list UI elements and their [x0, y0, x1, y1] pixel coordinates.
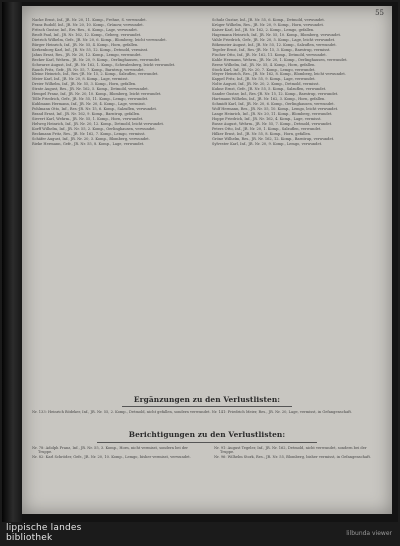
casualty-entry: Pohlmann Otto, Inf., Res.-JR. Nr. 15, 6. Komp., Salzuflen, verwundet. [32, 107, 158, 112]
casualty-entry: Meyer Heinrich, Res., JR. Nr. 162, 8. Komp., Blomberg, leicht verwundet. [212, 72, 346, 77]
casualty-entry: Fritsch Gustav, Inf., Ers.-Res., 6. Komp., Lage, verwundet. [32, 27, 138, 32]
casualty-entry: Bökemeier August, Inf., JR. Nr. 55, 12. Komp., Salzuflen, verwundet. [212, 42, 337, 47]
casualty-entry: Reese Wilhelm, Inf., JR. Nr. 55, 4. Komp., Horn, gefallen. [212, 62, 316, 67]
heading-divider [97, 442, 317, 443]
corrections-left-column [32, 446, 197, 460]
casualty-entry: Brodt Paul, Inf., JR. Nr. 162, 12. Komp., Geberg, verwundet. [32, 32, 142, 37]
heading-divider [122, 406, 292, 407]
correction-entry: Nr. 82: Karl Schröder, Gefr., JR. Nr. 20, 10. Komp., Lemgo, bisher vermisst, verwundet. [32, 455, 191, 460]
casualty-entry: Stock Karl, Inf., JR. Nr. 20, 7. Komp., Lemgo, verwundet. [212, 67, 316, 72]
casualty-entry: Schmidt Karl, Inf., JR. Nr. 20, 6. Komp., Oerlinghausen, verwundet. [212, 102, 335, 107]
logo-line-1: lippische landes [6, 523, 82, 533]
casualty-entry: Kappel Fritz, Inf., JR. Nr. 55, 9. Komp., Lage, verwundet. [212, 77, 316, 82]
page-number: 55 [375, 9, 384, 17]
casualty-entry: Fischer Otto, Inf., JR. Nr. 162, 11. Komp., Detmold, verwundet. [212, 52, 327, 57]
casualty-entry: Kleine Heinrich, Inf., Res.-JR. Nr. 15, 2. Komp., Salzuflen, verwundet. [32, 72, 159, 77]
casualty-entry: Sylvester Karl, Inf., JR. Nr. 20, 9. Komp., Lemgo, verwundet. [212, 141, 323, 146]
casualty-entry: Jahns Ernst, Res., JR. Nr. 20, 12. Komp., Lemgo, verwundet. [32, 52, 142, 57]
casualty-entry: Bürger Heinrich, Inf., JR. Nr. 55, 4. Komp., Horn, gefallen. [32, 42, 139, 47]
book-spine-edge [2, 2, 22, 522]
casualty-entry: Kuhne Ernst, Gefr., JR. Nr. 55, 5. Komp., Salzuflen, verwundet. [212, 87, 327, 92]
casualty-entry: Nacke Ernst, Inf., JR. Nr. 20, 11. Komp., Frehne, S. verwundet. [32, 18, 147, 22]
casualty-entry: Rieke Hermann, Gefr., JR. Nr. 55, 8. Komp., Lage, verwundet. [32, 141, 145, 146]
correction-entry: Nr. 96: Wilhelm Stork, Res., JR. Nr. 55, Blomberg, bisher vermisst, in Gefangenschaft. [214, 455, 372, 460]
casualty-entry: Peters Otto, Inf., JR. Nr. 20, 1. Komp., Salzuflen, verwundet. [212, 126, 322, 131]
scan-area [2, 2, 398, 522]
casualty-entry: Brand Ernst, Inf., JR. Nr. 162, 9. Komp., Barntrup, gefallen. [32, 112, 141, 117]
additions-note: Nr. 133: Heinrich Bödeker, Inf., JR. Nr. 55, 2. Komp., Detmold, nicht gefallen, sondern verwundet. Nr. 141: Friedrich Meier, Res., JR. Nr. 20, Lage, vermisst, in Gefangenschaft. [32, 410, 353, 414]
casualty-entry: Hilker Ernst, Inf., JR. Nr. 55, 8. Komp., Horn, gefallen. [212, 131, 312, 136]
casualty-entry: Rauch Fritz, Gefr., JR. Nr. 55, 7. Komp., Barntrup, verwundet. [32, 67, 145, 72]
casualty-entry: Vahle Friedrich, Gefr., JR. Nr. 20, 5. Komp., Lage, leicht verwundet. [212, 37, 336, 42]
document-page [22, 6, 392, 514]
casualty-entry: Tölle Friedrich, Gefr., JR. Nr. 55, 11. Komp., Lemgo, verwundet. [32, 97, 149, 102]
casualty-entry: Krüger Wilhelm, Res., JR. Nr. 20, 9. Komp., Horn, verwundet. [212, 22, 325, 27]
casualty-entry: Dreier Wilhelm, Inf., JR. Nr. 55, 3. Komp., Horn, gefallen. [32, 82, 137, 87]
casualty-entry: Hoppe Friedrich, Inf., JR. Nr. 162, 4. Komp., Lage, vermisst. [212, 117, 322, 122]
casualty-entry: Lange Heinrich, Inf., JR. Nr. 20, 11. Komp., Blomberg, verwundet. [212, 112, 333, 117]
casualty-entry: Hartmann Wilhelm, Inf., JR. Nr. 162, 3. Komp., Horn, gefallen. [212, 97, 326, 102]
casualty-entry: Dietrich Wilhelm, Gefr., JR. Nr. 20, 6. Komp., Blomberg, leicht verwundet. [32, 37, 167, 42]
viewer-footer [0, 522, 400, 546]
library-logo[interactable] [6, 524, 82, 543]
additions-heading: Ergänzungen zu den Verlustlisten: [133, 395, 281, 404]
casualty-entry: Hagemann Heinrich, Inf., JR. Nr. 55, 10. Komp., Blomberg, verwundet. [212, 32, 342, 37]
casualty-entry: Becker Karl, Wehrm., JR. Nr. 20, 9. Komp., Oerlinghausen, verwundet. [32, 57, 161, 62]
casualty-entry: Hempel Franz, Inf., JR. Nr. 20, 10. Komp., Blomberg, leicht verwundet. [32, 92, 162, 97]
casualty-entry: Schwarze August, Inf., JR. Nr. 162, 1. Komp., Schwalenberg, leicht verwundet. [32, 62, 176, 67]
logo-line-2: bibliothek [6, 533, 53, 543]
casualty-entry: Sievert Karl, Wehrm., JR. Nr. 55, 1. Komp., Horn, verwundet. [32, 117, 144, 122]
viewer-label: lilbunda viewer [346, 530, 392, 537]
casualty-entry: Meier Karl, Inf., JR. Nr. 20, 8. Komp., Lage, vermisst. [32, 77, 129, 82]
correction-entry: Nr. 91: August Tegeler, Inf., JR. Nr. 162, Detmold, nicht verwundet, sondern bei der Truppe. [214, 446, 367, 455]
casualty-entry: Busse August, Wehrm., JR. Nr. 55, 7. Komp., Detmold, verwundet. [212, 122, 333, 127]
casualty-entry: Wolf Hermann, Res., JR. Nr. 55, 10. Komp., Lemgo, leicht verwundet. [212, 107, 339, 112]
casualty-entry: Korff Wilhelm, Inf., JR. Nr. 55, 2. Komp., Oerlinghausen, verwundet. [32, 126, 156, 131]
casualty-entry: Kuhlmann Hermann, Inf., JR. Nr. 20, 4. Komp., Lage, vermisst. [32, 102, 146, 107]
casualty-entry: Schäfer August, Inf., JR. Nr. 20, 3. Komp., Blomberg, verwundet. [32, 136, 150, 141]
casualty-entry: Sander Gustav, Inf., Res.-JR. Nr. 15, 12. Komp., Barntrup, verwundet. [212, 92, 339, 97]
casualty-entry: Tegeler Ernst, Inf., Res.-JR. Nr. 15, 3. Komp., Barntrup, vermisst. [212, 47, 331, 52]
casualty-list-right-column [212, 18, 378, 147]
corrections-heading: Berichtigungen zu den Verlustlisten: [128, 430, 286, 439]
casualty-entry: Helweg Heinrich, Inf., JR. Nr. 20, 12. Komp., Detmold, leicht verwundet. [32, 122, 165, 127]
casualty-entry: Kaiser Karl, Inf., JR. Nr. 162, 2. Komp., Lemgo, gefallen. [212, 27, 315, 32]
correction-entry: Nr. 78: Adolph Franz, Inf., JR. Nr. 55, 3. Komp., Horn, nicht vermisst, sondern bei der Truppe. [32, 446, 188, 455]
casualty-entry: Schulz Gustav, Inf., JR. Nr. 55, 6. Komp., Detmold, verwundet. [212, 18, 326, 22]
casualty-entry: Gröne Wilhelm, Res., JR. Nr. 162, 12. Komp., Barntrup, verwundet. [212, 136, 335, 141]
casualty-entry: Kahle Hermann, Wehrm., JR. Nr. 20, 1. Komp., Oerlinghausen, verwundet. [212, 57, 348, 62]
casualty-entry: Nolte August, Inf., JR. Nr. 20, 2. Komp., Detmold, vermisst. [212, 82, 320, 87]
casualty-entry: Franz Rudolf, Inf., JR. Nr. 20, 10. Komp., Grünow, verwundet. [32, 22, 144, 27]
corrections-right-column [214, 446, 379, 460]
casualty-entry: Beckmann Fritz, Res., JR. Nr. 162, 7. Komp., Lemgo, vermisst. [32, 131, 146, 136]
casualty-entry: Kerkenborg Karl, Inf., JR. Nr. 55, 12. Komp., Detmold, vermisst. [32, 47, 149, 52]
casualty-entry: Strate August, Res., JR. Nr. 162, 5. Komp., Detmold, verwundet. [32, 87, 149, 92]
casualty-list-left-column [32, 18, 198, 147]
